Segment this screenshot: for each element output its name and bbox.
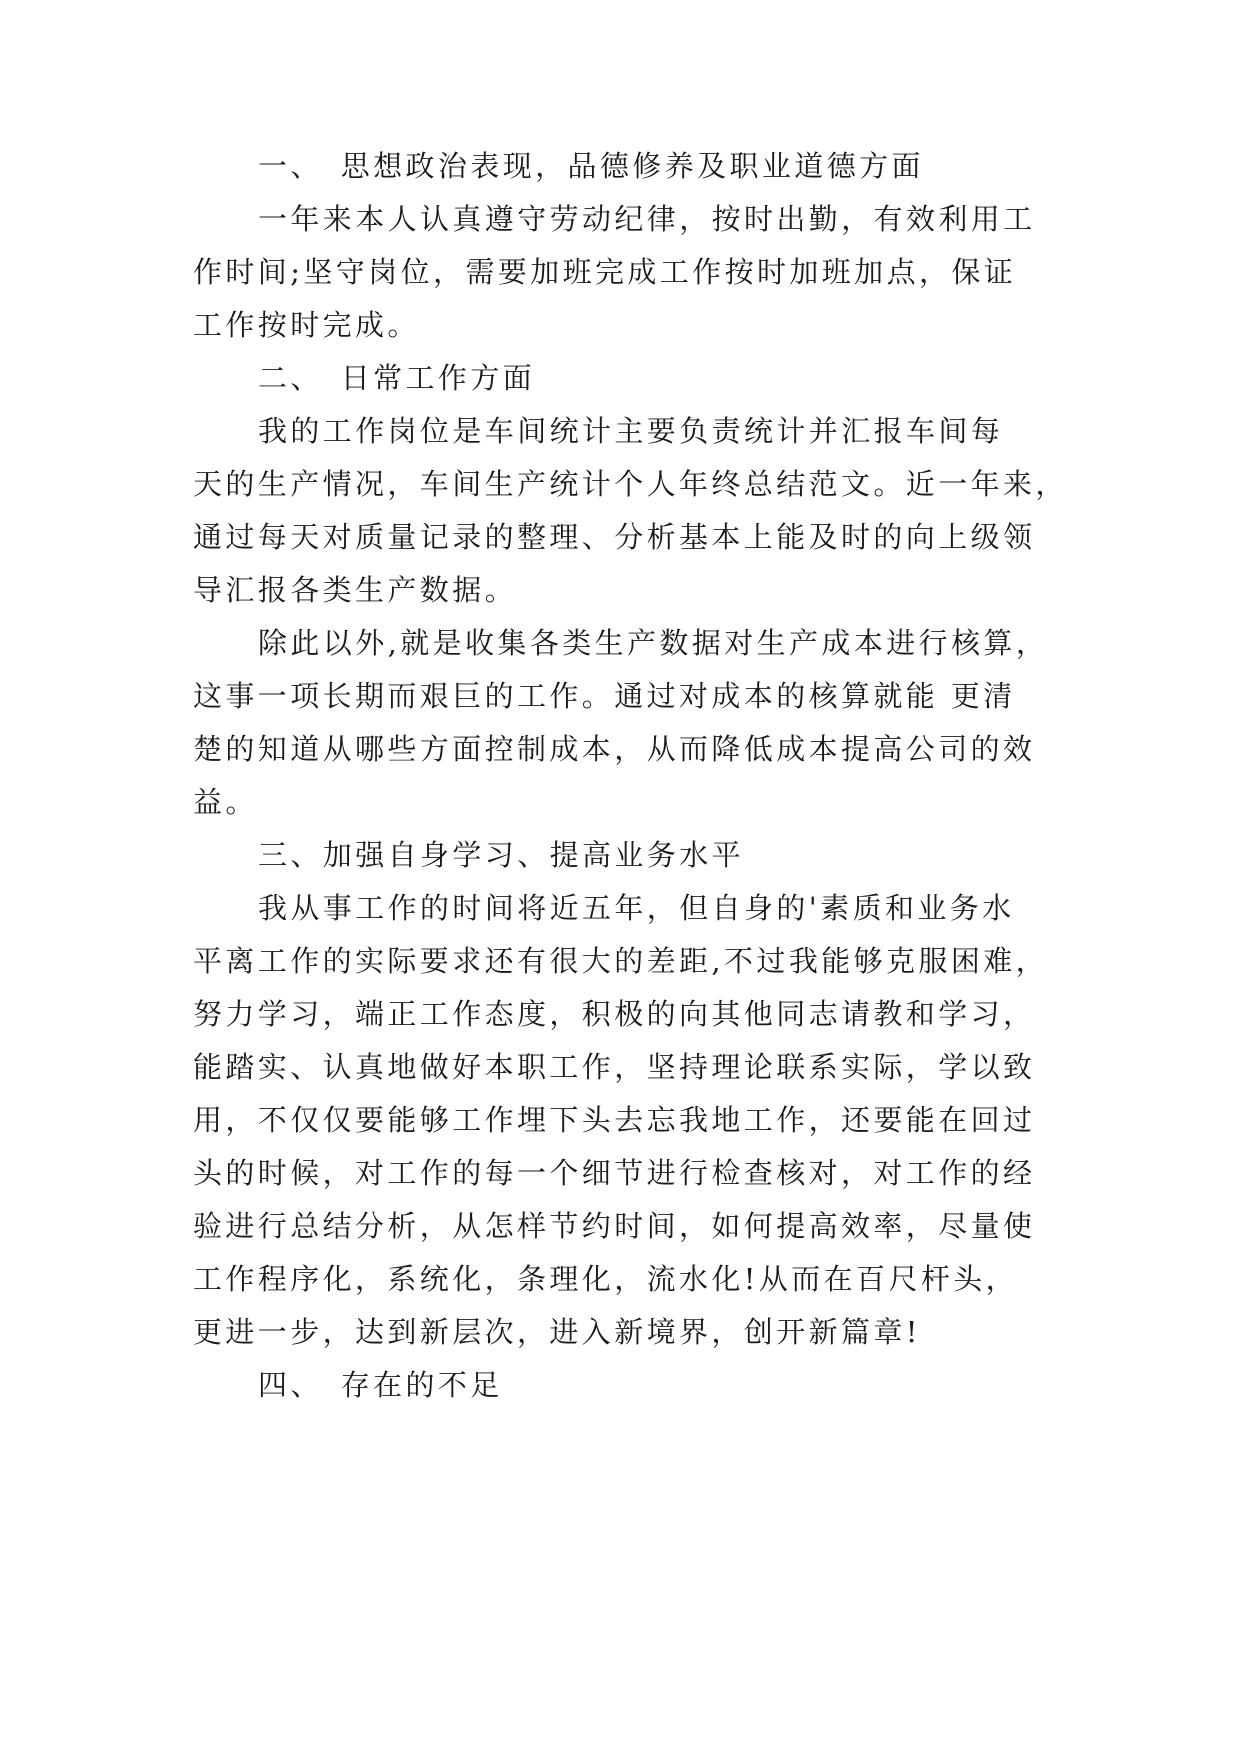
paragraph-line: 头的时候，对工作的每一个细节进行检查核对，对工作的经 [193, 1156, 1036, 1190]
paragraph-line: 平离工作的实际要求还有很大的差距,不过我能够克服困难， [193, 944, 1049, 978]
section-heading-3: 三、加强自身学习、提高业务水平 [258, 838, 745, 872]
paragraph-line: 能踏实、认真地做好本职工作，坚持理论联系实际，学以致 [193, 1050, 1036, 1084]
paragraph-line: 楚的知道从哪些方面控制成本，从而降低成本提高公司的效 [193, 732, 1036, 766]
paragraph-line: 工作按时完成。 [193, 308, 420, 342]
paragraph-line: 验进行总结分析，从怎样节约时间，如何提高效率，尽量使 [193, 1209, 1036, 1243]
paragraph-line: 除此以外,就是收集各类生产数据对生产成本进行核算， [258, 626, 1049, 660]
paragraph-line: 我的工作岗位是车间统计主要负责统计并汇报车间每 [258, 414, 1004, 448]
paragraph-line: 这事一项长期而艰巨的工作。通过对成本的核算就能 更清 [193, 679, 1016, 713]
paragraph-line: 天的生产情况，车间生产统计个人年终总结范文。近一年来， [193, 467, 1068, 501]
section-heading-2: 二、 日常工作方面 [258, 361, 536, 395]
section-heading-4: 四、 存在的不足 [258, 1368, 503, 1402]
paragraph-line: 努力学习，端正工作态度，积极的向其他同志请教和学习， [193, 997, 1036, 1031]
paragraph-line: 我从事工作的时间将近五年，但自身的'素质和业务水 [258, 891, 1015, 925]
section-heading-1: 一、 思想政治表现，品德修养及职业道德方面 [258, 149, 924, 183]
paragraph-line: 一年来本人认真遵守劳动纪律，按时出勤，有效利用工 [258, 202, 1036, 236]
paragraph-line: 工作程序化，系统化，条理化，流水化!从而在百尺杆头， [193, 1262, 1019, 1296]
paragraph-line: 用，不仅仅要能够工作埋下头去忘我地工作，还要能在回过 [193, 1103, 1036, 1137]
paragraph-line: 通过每天对质量记录的整理、分析基本上能及时的向上级领 [193, 520, 1036, 554]
paragraph-line: 益。 [193, 785, 258, 819]
paragraph-line: 作时间;坚守岗位，需要加班完成工作按时加班加点，保证 [193, 255, 1017, 289]
paragraph-line: 更进一步，达到新层次，进入新境界，创开新篇章! [193, 1315, 921, 1349]
paragraph-line: 导汇报各类生产数据。 [193, 573, 518, 607]
